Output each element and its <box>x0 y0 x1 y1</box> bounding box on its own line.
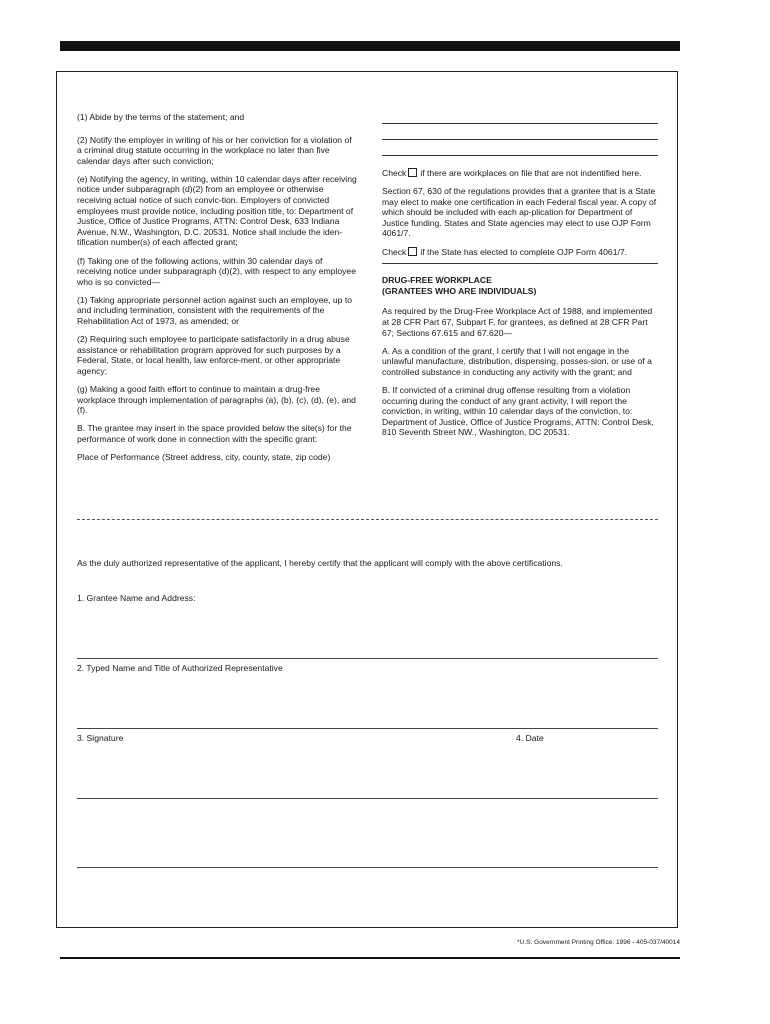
check-unidentified-workplaces <box>382 168 658 179</box>
left-column <box>77 112 357 470</box>
grantee-name-label: 1. Grantee Name and Address: <box>77 593 196 603</box>
paragraph-personnel-action: (1) Taking appropriate personnel action against such an employee, up to and including termination, consistent with the requirements of the Rehabilitation Act of 1973, as amended; or <box>77 294 353 326</box>
workplace-line-2[interactable] <box>382 139 658 140</box>
top-rule <box>60 41 680 51</box>
signature-label: 3. Signature <box>77 733 124 743</box>
paragraph-good-faith: (g) Making a good faith effort to continue to maintain a drug-free workplace through implementation of paragraphs (a), (b), (c), (d), (e), and (f). <box>77 383 356 416</box>
right-column <box>382 168 658 445</box>
check-label: Check <box>382 168 407 178</box>
grantee-name-line[interactable] <box>77 658 658 659</box>
check-text: if there are workplaces on file that are not indentified here. <box>420 168 642 178</box>
extra-line[interactable] <box>77 867 658 868</box>
bottom-rule <box>60 957 680 959</box>
representative-line[interactable] <box>77 728 658 729</box>
certification-statement: As the duly authorized representative of the applicant, I hereby certify that the applicant will comply with the above certifications. <box>77 558 563 568</box>
check-label: Check <box>382 246 407 257</box>
paragraph-site-insert: B. The grantee may insert in the space provided below the site(s) for the performance of work done in connection with the specific grant: <box>77 423 352 444</box>
heading-line-1: DRUG-FREE WORKPLACE <box>382 275 492 286</box>
paragraph-actions: (f) Taking one of the following actions, within 30 calendar days of receiving notice under subparagraph (d)(2), with respect to any employee who is so convicted— <box>77 255 356 287</box>
check-text: if the State has elected to complete OJP Form 4061/7. <box>420 246 628 257</box>
paragraph-condition-a: A. As a condition of the grant, I certify that I will not engage in the unlawful manufacture, distribution, dispensing, posses-sion, or use of a controlled substance in conducting any activity with the grant; and <box>382 345 652 377</box>
heading-line-2: (GRANTEES WHO ARE INDIVIDUALS) <box>382 285 537 296</box>
paragraph-required-by-act: As required by the Drug-Free Workplace Act of 1988, and implemented at 28 CFR Part 67, Subpart F, for grantees, as defined at 28 CFR Part 67; Sections 67.615 and 67.620— <box>382 306 653 338</box>
unidentified-workplaces-checkbox[interactable] <box>408 168 417 177</box>
paragraph-rehabilitation: (2) Requiring such employee to participate satisfactorily in a drug abuse assistance or rehabilitation program approved for such purposes by a Federal, State, or local health, law enforce-ment, or other appropriate agency; <box>77 334 350 376</box>
paragraph-section-67: Section 67, 630 of the regulations provides that a grantee that is a State may elect to make one certification in each Federal fiscal year. A copy of which should be included with each ap-plication for Department of Justice funding. States and State agencies may elect to use OJP Form 4061/7. <box>382 186 657 239</box>
place-of-performance-label: Place of Performance (Street address, city, county, state, zip code) <box>77 451 331 462</box>
printing-office-note: *U.S. Government Printing Office: 1996 - 405-037/40014 <box>517 939 680 946</box>
representative-label: 2. Typed Name and Title of Authorized Representative <box>77 663 283 673</box>
workplace-line-1[interactable] <box>382 123 658 124</box>
section-heading <box>382 275 658 296</box>
state-election-checkbox[interactable] <box>408 247 417 256</box>
paragraph-notify-employer: (2) Notify the employer in writing of his or her conviction for a violation of a criminal drug statute occurring in the workplace no later than five calendar days after such conviction; <box>77 134 352 166</box>
paragraph-notify-agency: (e) Notifying the agency, in writing, within 10 calendar days after receiving notice under subparagraph (d)(2) from an employee or otherwise receiving actual notice of such convic-tion. Employers of convicted employees must provide notice, including position title, to: Department of Justice, Office of Justice Programs, ATTN: Control Desk, 633 Indiana Avenue, N.W., Washington, D.C. 20531. Notice shall include the iden-tification number(s) of each affected grant; <box>77 173 357 248</box>
place-of-performance-line[interactable] <box>77 519 658 520</box>
signature-line[interactable] <box>77 798 658 799</box>
paragraph-abide: (1) Abide by the terms of the statement; and <box>77 112 245 122</box>
workplace-line-3[interactable] <box>382 155 658 156</box>
date-label: 4. Date <box>516 733 544 743</box>
check-state-election <box>382 247 658 265</box>
paragraph-convicted-b: B. If convicted of a criminal drug offense resulting from a violation occurring during the conduct of any grant activity, I will report the conviction, in writing, within 10 calendar days of the conviction, to: Department of Justice, Office of Justice Programs, ATTN: Control Desk, 810 Seventh Street NW., Washington, DC 20531. <box>382 384 654 438</box>
